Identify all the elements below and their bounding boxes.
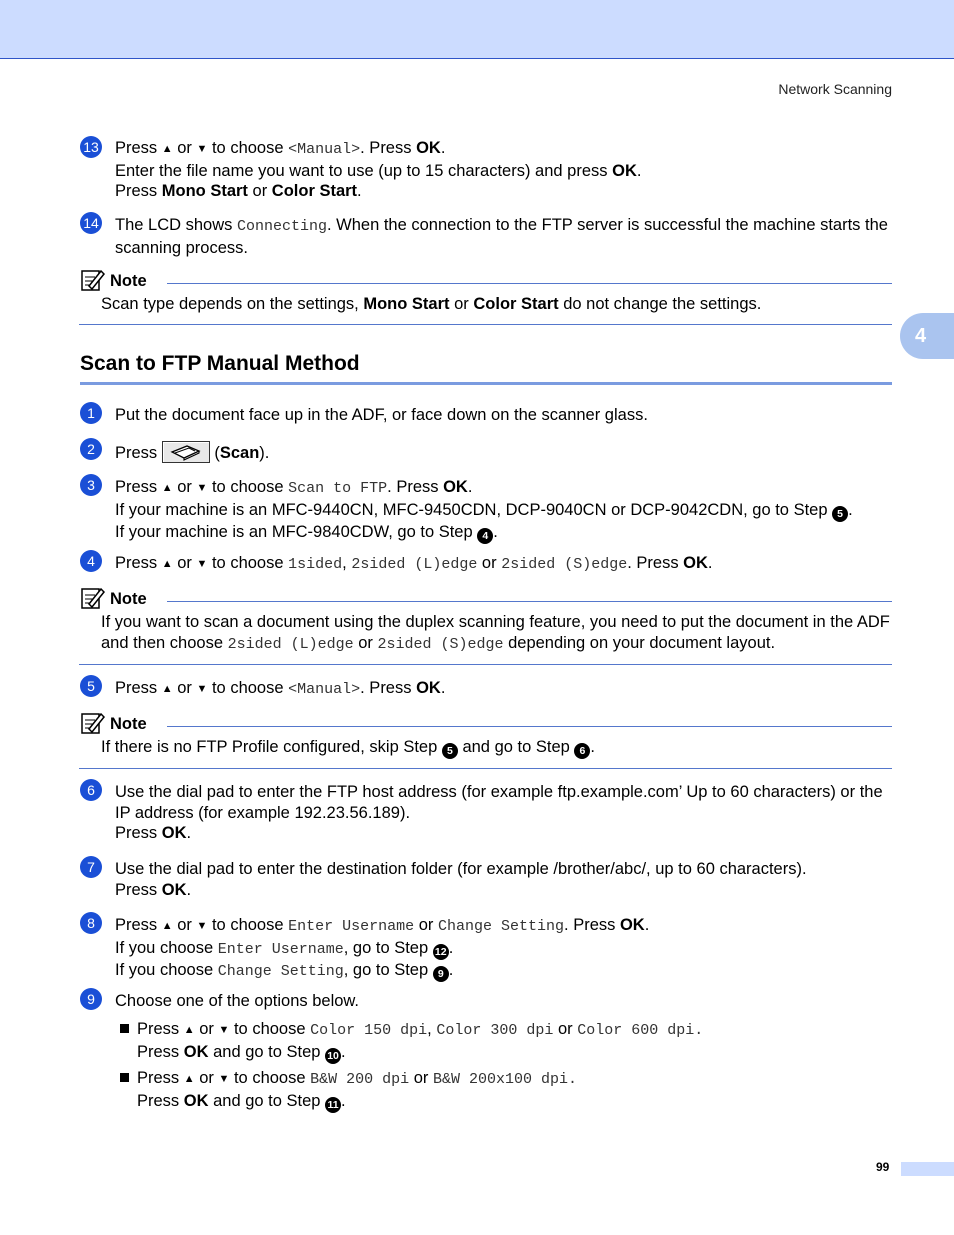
up-arrow-icon: ▲	[161, 683, 173, 695]
up-arrow-icon: ▲	[161, 920, 173, 932]
down-arrow-icon: ▼	[196, 920, 208, 932]
bullet-square-icon	[120, 1073, 129, 1082]
note-label: Note	[110, 590, 147, 608]
page-number-bar	[901, 1162, 954, 1176]
step-13: Press ▲ or ▼ to choose <Manual>. Press OK. Enter the file name you want to use (up to 15 characters) and press OK. Press Mono Start or Color Start.	[115, 139, 642, 200]
step-number-1: 1	[80, 402, 102, 424]
up-arrow-icon: ▲	[161, 482, 173, 494]
bullet-square-icon	[120, 1024, 129, 1033]
note-divider	[167, 601, 892, 602]
step-ref-9[interactable]: 9	[433, 966, 449, 982]
section-header: Network Scanning	[778, 81, 892, 97]
step-number-14: 14	[80, 212, 102, 234]
step-ref-4[interactable]: 4	[477, 528, 493, 544]
step-number-8: 8	[80, 912, 102, 934]
down-arrow-icon: ▼	[196, 143, 208, 155]
step-number-9: 9	[80, 988, 102, 1010]
step-8: Press ▲ or ▼ to choose Enter Username or Change Setting. Press OK. If you choose Enter Username, go to Step 12 . If you choose Change Setting, go to Step 9 .	[115, 915, 895, 983]
step-9: Choose one of the options below.	[115, 992, 360, 1010]
note-3	[79, 711, 892, 769]
step-1: Put the document face up in the ADF, or face down on the scanner glass.	[115, 406, 648, 424]
step-number-4: 4	[80, 550, 102, 572]
step-ref-6[interactable]: 6	[574, 743, 590, 759]
step-ref-10[interactable]: 10	[325, 1048, 341, 1064]
note-bottom-divider	[79, 664, 892, 665]
step-7: Use the dial pad to enter the destination folder (for example /brother/abc/, up to 60 characters). Press OK.	[115, 860, 807, 899]
note-body: If there is no FTP Profile configured, skip Step 5 and go to Step 6 .	[79, 737, 892, 759]
note-label: Note	[110, 272, 147, 290]
note-divider	[167, 726, 892, 727]
note-pencil-icon	[81, 268, 105, 292]
step-number-2: 2	[80, 438, 102, 460]
section-rule	[80, 382, 892, 385]
step-6: Use the dial pad to enter the FTP host address (for example ftp.example.com’ Up to 60 characters) or the IP address (for example 192.23.56.189). Press OK.	[115, 783, 883, 842]
step-ref-11[interactable]: 11	[325, 1097, 341, 1113]
step-14: The LCD shows Connecting. When the connection to the FTP server is successful the machine starts the scanning process.	[115, 216, 888, 257]
note-1	[79, 268, 892, 325]
up-arrow-icon: ▲	[161, 143, 173, 155]
step-ref-5[interactable]: 5	[442, 743, 458, 759]
up-arrow-icon: ▲	[183, 1073, 195, 1085]
note-body: Scan type depends on the settings, Mono Start or Color Start do not change the settings.	[101, 295, 762, 313]
note-pencil-icon	[81, 711, 105, 735]
up-arrow-icon: ▲	[183, 1024, 195, 1036]
step-5: Press ▲ or ▼ to choose <Manual>. Press OK.	[115, 679, 446, 698]
note-bottom-divider	[79, 324, 892, 325]
step-number-6: 6	[80, 779, 102, 801]
step-number-13: 13	[80, 136, 102, 158]
down-arrow-icon: ▼	[218, 1073, 230, 1085]
down-arrow-icon: ▼	[196, 558, 208, 570]
step-2: Press (Scan).	[115, 441, 895, 464]
chapter-tab: 4	[900, 313, 954, 359]
note-label: Note	[110, 715, 147, 733]
step-number-5: 5	[80, 675, 102, 697]
down-arrow-icon: ▼	[196, 683, 208, 695]
section-title: Scan to FTP Manual Method	[80, 352, 360, 375]
down-arrow-icon: ▼	[218, 1024, 230, 1036]
step-ref-5[interactable]: 5	[832, 506, 848, 522]
step-3: Press ▲ or ▼ to choose Scan to FTP. Press OK. If your machine is an MFC-9440CN, MFC-9450CDN, DCP-9040CN or DCP-9042CDN, go to Step 5 . If your machine is an MFC-9840CDW, go to Step 4 .	[115, 477, 895, 544]
note-2	[79, 586, 892, 665]
scan-key-icon	[162, 441, 210, 463]
page-number: 99	[876, 1160, 890, 1174]
step-4: Press ▲ or ▼ to choose 1sided, 2sided (L)edge or 2sided (S)edge. Press OK.	[115, 554, 713, 573]
option-bullet-bw: Press ▲ or ▼ to choose B&W 200 dpi or B&W 200x100 dpi. Press OK and go to Step 11 .	[120, 1068, 890, 1113]
note-divider	[167, 283, 892, 284]
note-pencil-icon	[81, 586, 105, 610]
step-ref-12[interactable]: 12	[433, 944, 449, 960]
down-arrow-icon: ▼	[196, 482, 208, 494]
step-number-7: 7	[80, 856, 102, 878]
note-body: If you want to scan a document using the duplex scanning feature, you need to put the document in the ADF and then choose 2sided (L)edge or 2sided (S)edge depending on your document layout.	[101, 613, 890, 653]
option-bullet-color: Press ▲ or ▼ to choose Color 150 dpi, Color 300 dpi or Color 600 dpi. Press OK and go to Step 10 .	[120, 1019, 890, 1064]
note-bottom-divider	[79, 768, 892, 769]
top-header-band	[0, 0, 954, 59]
up-arrow-icon: ▲	[161, 558, 173, 570]
step-number-3: 3	[80, 474, 102, 496]
